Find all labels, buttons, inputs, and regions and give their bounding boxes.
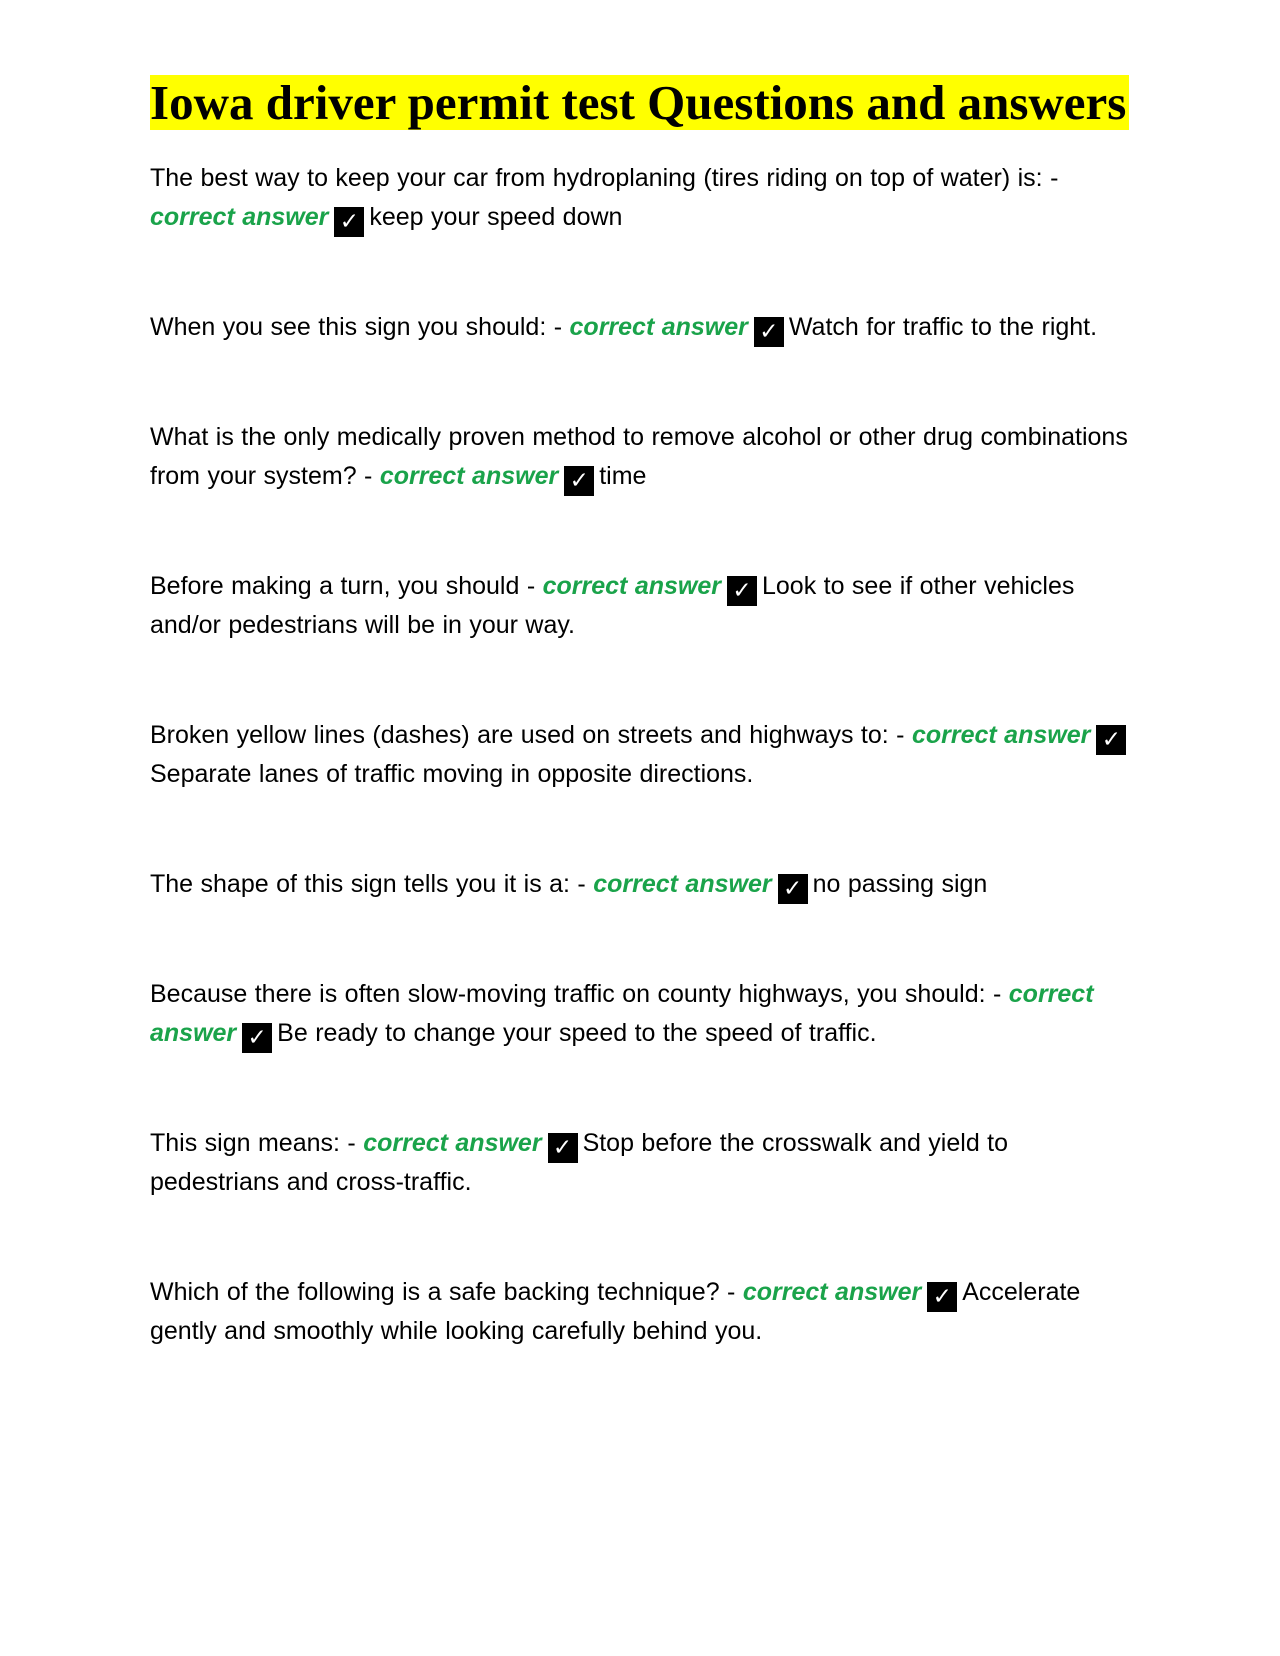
qa-item	[150, 975, 1140, 1053]
question-text: The shape of this sign tells you it is a: -	[150, 870, 594, 898]
qa-item	[150, 567, 1140, 645]
qa-item	[150, 865, 1140, 904]
answer-text: Look to see if other vehicles and/or pedestrians will be in your way.	[150, 572, 1075, 639]
highlighted-title-text: Iowa driver permit test Questions and answers	[150, 75, 1129, 130]
qa-item	[150, 159, 1140, 237]
question-text: Because there is often slow-moving traffic on county highways, you should: -	[150, 980, 1009, 1008]
question-text: Which of the following is a safe backing technique? -	[150, 1278, 743, 1306]
answer-text: time	[599, 462, 647, 490]
correct-answer-label: correct answer	[593, 870, 772, 898]
qa-item	[150, 308, 1140, 347]
answer-text: Separate lanes of traffic moving in opposite directions.	[150, 760, 754, 788]
correct-answer-label: correct answer	[569, 313, 748, 341]
checkmark-icon: ✓	[242, 1023, 272, 1053]
checkmark-icon: ✓	[548, 1133, 578, 1163]
answer-text: Stop before the crosswalk and yield to pedestrians and cross-traffic.	[150, 1129, 1009, 1196]
question-text: Broken yellow lines (dashes) are used on streets and highways to: -	[150, 721, 912, 749]
correct-answer-label: correct answer	[363, 1129, 542, 1157]
correct-answer-label: correct answer	[911, 721, 1091, 749]
correct-answer-label: correct answer	[150, 980, 1094, 1047]
qa-item	[150, 716, 1140, 794]
checkmark-icon: ✓	[927, 1282, 957, 1312]
qa-item	[150, 418, 1140, 496]
correct-answer-label: correct answer	[150, 203, 329, 231]
answer-text: keep your speed down	[369, 203, 623, 231]
question-text: Before making a turn, you should -	[150, 572, 543, 600]
checkmark-icon: ✓	[564, 466, 594, 496]
qa-list	[150, 159, 1140, 1351]
question-text: This sign means: -	[150, 1129, 364, 1157]
answer-text: Accelerate gently and smoothly while looking carefully behind you.	[150, 1278, 1081, 1345]
question-text: When you see this sign you should: -	[150, 313, 570, 341]
answer-text: Be ready to change your speed to the speed of traffic.	[277, 1019, 877, 1047]
question-text: The best way to keep your car from hydroplaning (tires riding on top of water) is: -	[150, 164, 1059, 192]
question-text: What is the only medically proven method to remove alcohol or other drug combinations from your system? -	[150, 423, 1128, 490]
checkmark-icon: ✓	[727, 576, 757, 606]
correct-answer-label: correct answer	[379, 462, 559, 490]
correct-answer-label: correct answer	[542, 572, 721, 600]
checkmark-icon: ✓	[1096, 725, 1126, 755]
checkmark-icon: ✓	[778, 874, 808, 904]
answer-text: no passing sign	[812, 870, 988, 898]
document-page	[150, 74, 1140, 1422]
answer-text: Watch for traffic to the right.	[788, 313, 1098, 341]
qa-item	[150, 1124, 1140, 1202]
checkmark-icon: ✓	[334, 207, 364, 237]
correct-answer-label: correct answer	[742, 1278, 922, 1306]
qa-item	[150, 1273, 1140, 1351]
checkmark-icon: ✓	[754, 317, 784, 347]
page-title	[150, 74, 1140, 131]
